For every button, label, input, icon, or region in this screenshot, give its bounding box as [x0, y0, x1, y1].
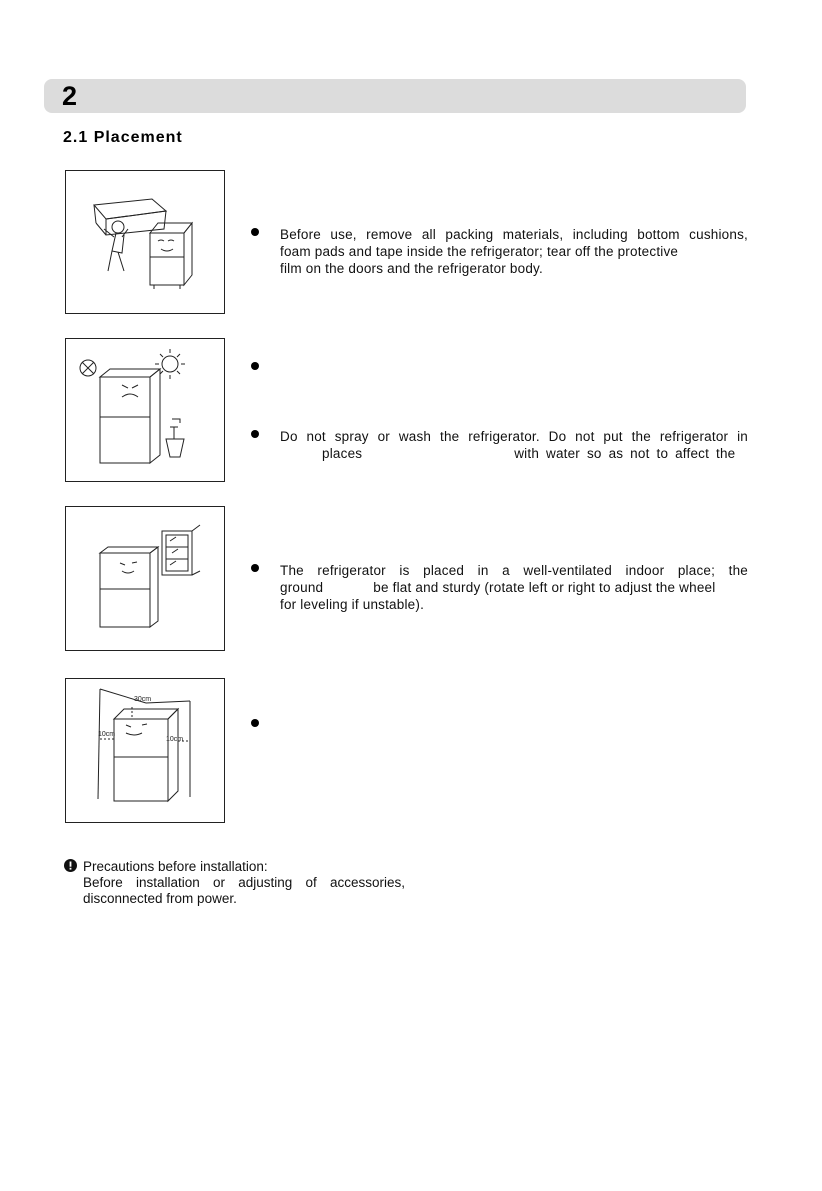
exclamation-icon	[64, 859, 77, 872]
item-3-text	[280, 428, 748, 462]
bullet	[251, 564, 259, 572]
item-4-text	[280, 562, 748, 613]
item-1-line-2: foam pads and tape inside the refrigerator; tear off the protective	[280, 244, 679, 259]
item-3-line-1: Do not spray or wash the refrigerator. Do not put the refrigerator in	[280, 429, 748, 444]
bullet	[251, 228, 259, 236]
chapter-number: 2	[62, 81, 78, 111]
illustration-unpacking	[65, 170, 225, 314]
clearance-top-label: 30cm	[134, 696, 152, 703]
item-3-line-2a: places	[322, 446, 363, 461]
item-3-line-2b: with water so as not to affect the	[514, 446, 736, 461]
clearance-left-label: 10cm	[98, 731, 116, 738]
bullet	[251, 430, 259, 438]
bullet	[251, 719, 259, 727]
illustration-clearance	[65, 678, 225, 823]
item-1-line-1: Before use, remove all packing materials, including bottom cushions,	[280, 227, 748, 242]
item-4-line-1: The refrigerator is placed in a well-ventilated indoor place; the	[280, 563, 748, 578]
item-1-text	[280, 226, 748, 277]
chapter-header-bar	[44, 79, 746, 113]
bullet	[251, 362, 259, 370]
item-1-line-3: film on the doors and the refrigerator body.	[280, 261, 543, 276]
precaution-line-2: disconnected from power.	[83, 891, 237, 906]
section-title: 2.1 Placement	[63, 129, 183, 146]
clearance-right-label: 10cm	[166, 736, 184, 743]
illustration-sun-water	[65, 338, 225, 482]
precaution-line-1: Before installation or adjusting of accessories,	[83, 875, 405, 890]
ventilation-drawing	[66, 507, 224, 650]
precaution-note	[64, 859, 405, 907]
item-4-line-2b: be flat and sturdy (rotate left or right to adjust the wheel	[373, 580, 716, 595]
precaution-heading: Precautions before installation:	[83, 859, 268, 874]
sun-water-drawing	[66, 339, 224, 481]
item-4-line-3: for leveling if unstable).	[280, 597, 425, 612]
item-4-line-2a: ground	[280, 580, 324, 595]
illustration-ventilation	[65, 506, 225, 651]
unpacking-drawing	[66, 171, 224, 313]
clearance-drawing	[66, 679, 224, 822]
